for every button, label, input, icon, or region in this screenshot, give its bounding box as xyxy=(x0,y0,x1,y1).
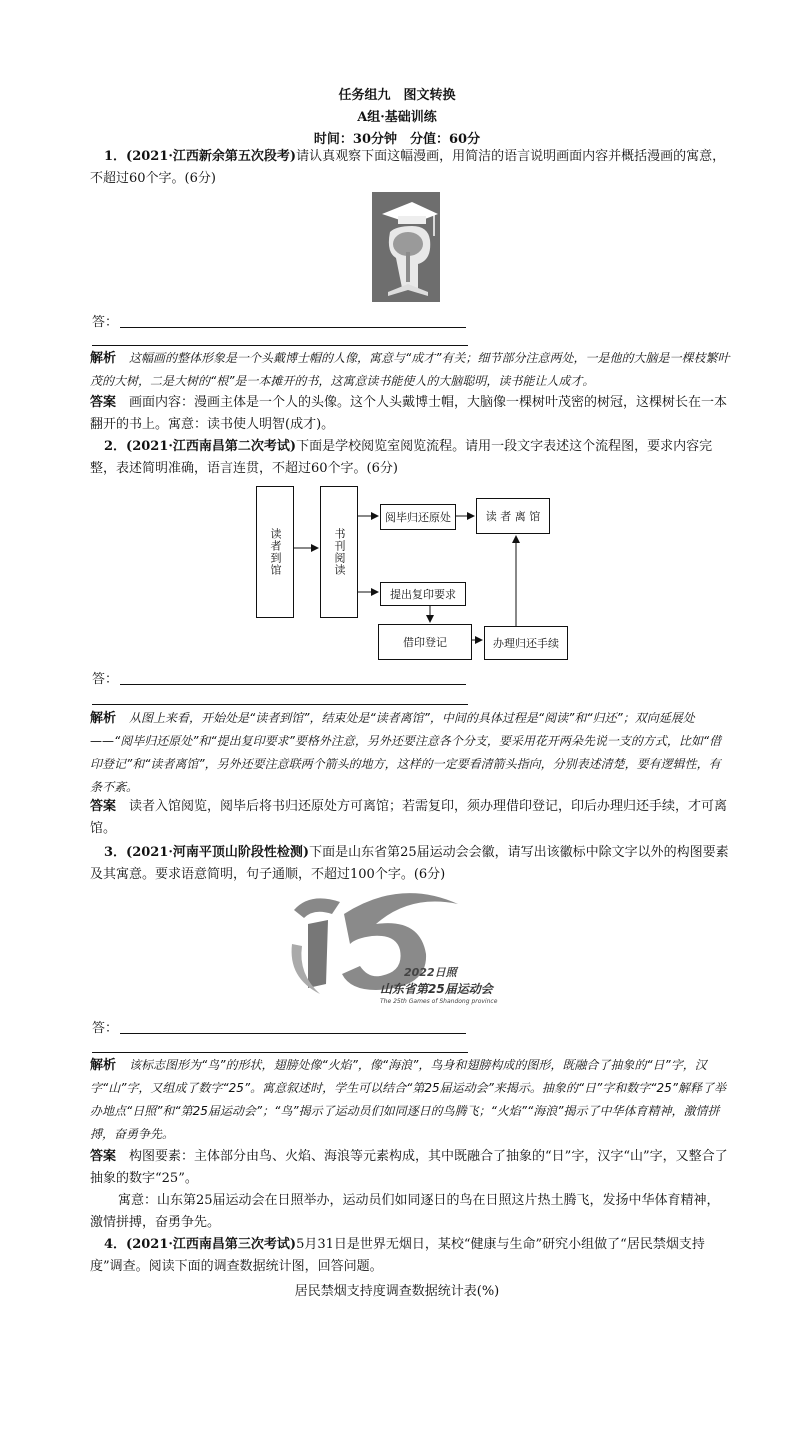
page-meta: 时间：30分钟 分值：60分 xyxy=(313,132,481,147)
flow-node-arrive: 读者到馆 xyxy=(256,486,294,618)
emblem-year-city: 2022日照 xyxy=(404,966,457,979)
question-2: 2．(2021·江西南昌第二次考试)下面是学校阅览室阅览流程。请用一段文字表述这个流程图，要求内容完整，表述简明准确，语言连贯，不超过60个字。(6分) xyxy=(90,439,713,476)
page-title: 任务组九 图文转换 xyxy=(338,88,456,103)
q1-analysis: 解析 这幅画的整体形象是一个头戴博士帽的人像，寓意与“成才”有关；细节部分注意两处，一是他的大脑是一棵枝繁叶茂的大树，二是大树的“根”是一本摊开的书，这寓意读书能使人的大脑聪明，读书能让人成才。 xyxy=(90,351,730,388)
q1-answer: 答案 画面内容：漫画主体是一个人的头像。这个人头戴博士帽，大脑像一棵树叶茂密的树冠，这棵树长在一本翻开的书上。寓意：读书使人明智(成才)。 xyxy=(90,395,728,432)
table-title: 居民禁烟支持度调查数据统计表(%) xyxy=(294,1284,500,1299)
question-1-label: 1．(2021·江西新余第五次段考) xyxy=(104,149,297,164)
flow-node-register: 借印登记 xyxy=(378,624,472,660)
question-4: 4．(2021·江西南昌第三次考试)5月31日是世界无烟日，某校“健康与生命”研究小组做了“居民禁烟支持度”调查。阅读下面的调查数据统计图，回答问题。 xyxy=(90,1237,705,1274)
games-emblem xyxy=(280,884,498,1012)
emblem-title: 山东省第25届运动会 xyxy=(380,982,493,996)
flow-node-return-procedure: 办理归还手续 xyxy=(484,626,568,660)
q3-analysis: 解析 该标志图形为“鸟”的形状，翅膀处像“火焰”，像“海浪”，鸟身和翅膀构成的图形，既融合了抽象的“日”字，汉字“山”字，又组成了数字“25”。寓意叙述时，学生可以结合“第25届运动会”来揭示。抽象的“日”字和数字“25”解释了举办地点“日照”和“第25届运动会”；“鸟”揭示了运动员们如同逐日的鸟腾飞；“火焰”“海浪”揭示了中华体育精神，激情拼搏，奋勇争先。 xyxy=(90,1058,726,1141)
flow-node-copy-request: 提出复印要求 xyxy=(380,582,466,606)
flow-node-leave: 读 者 离 馆 xyxy=(476,498,550,534)
answer-line-2[interactable]: 答： xyxy=(92,668,118,687)
flow-chart xyxy=(250,484,580,660)
separator-1 xyxy=(92,345,468,346)
separator-3 xyxy=(92,1052,468,1053)
question-3: 3．(2021·河南平顶山阶段性检测)下面是山东省第25届运动会会徽，请写出该徽标中除文字以外的构图要素及其寓意。要求语意简明，句子通顺，不超过100个字。(6分) xyxy=(90,845,729,882)
page-subtitle: A组·基础训练 xyxy=(357,110,437,125)
emblem-english: The 25th Games of Shandong province xyxy=(380,998,498,1005)
q3-answer-elements: 答案 构图要素：主体部分由鸟、火焰、海浪等元素构成，其中既融合了抽象的“日”字，汉字“山”字，又整合了抽象的数字“25”。 xyxy=(90,1149,728,1186)
flow-node-return-place: 阅毕归还原处 xyxy=(380,504,456,530)
cartoon-image xyxy=(372,192,440,302)
answer-line-3[interactable]: 答： xyxy=(92,1017,118,1036)
q3-answer-meaning: 寓意：山东第25届运动会在日照举办，运动员们如同逐日的鸟在日照这片热土腾飞，发扬中华体育精神，激情拼搏，奋勇争先。 xyxy=(90,1193,720,1230)
scholar-tree-book-icon xyxy=(372,192,440,302)
separator-2 xyxy=(92,704,468,705)
answer-line-1[interactable]: 答： xyxy=(92,311,118,330)
q2-analysis: 解析 从图上来看，开始处是“读者到馆”，结束处是“读者离馆”，中间的具体过程是“阅读”和“归还”；双向延展处——“阅毕归还原处”和“提出复印要求”要格外注意，另外还要注意各个分支，要采用花开两朵先说一支的方式，比如“借印登记”和“读者离馆”，另外还要注意联两个箭头的地方，这样的一定要看清箭头指向，分别表述清楚，要有逻辑性，有条不紊。 xyxy=(90,711,722,794)
question-1 xyxy=(90,146,730,190)
question-1-text: 请认真观察下面这幅漫画，用简洁的语言说明画面内容并概括漫画的寓意，不超过60个字。(6分) xyxy=(90,149,726,186)
flow-node-read: 书刊阅读 xyxy=(320,486,358,618)
q2-answer: 答案 读者入馆阅览，阅毕后将书归还原处方可离馆；若需复印，须办理借印登记，印后办理归还手续，才可离馆。 xyxy=(90,799,728,836)
